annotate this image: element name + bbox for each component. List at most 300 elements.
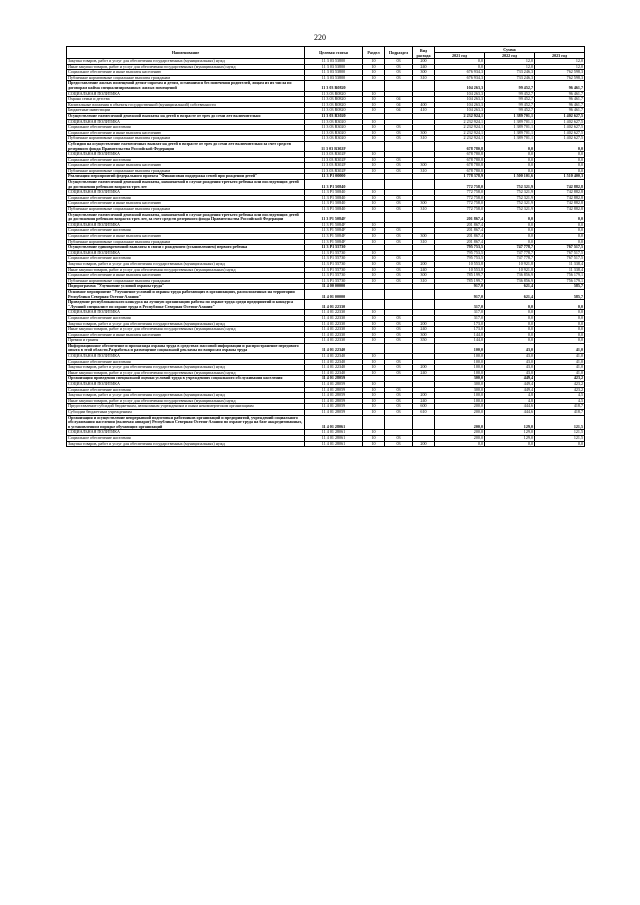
cell-section: 10 [363,393,385,399]
cell-2022: 99 452,7 [485,108,535,114]
cell-2021: 772 758,0 [435,180,485,190]
cell-2023: 0,0 [535,157,585,163]
cell-2021: 100,0 [435,343,485,353]
cell-section: 10 [363,108,385,114]
cell-section: 10 [363,70,385,76]
cell-code: 11 3 03 53800 [305,70,363,76]
cell-code: 11 3 P1 50840 [305,195,363,201]
cell-code: 11 3 P1 50840 [305,180,363,190]
cell-type [413,289,435,299]
cell-2023: 0,0 [535,234,585,240]
cell-subsection: 03 [385,261,413,267]
cell-2021: 0,0 [435,441,485,447]
cell-2023: 1 402 627,5 [535,113,585,119]
cell-name: Социальное обеспечение населения [67,359,305,365]
cell-code: 11 3 03 R0820 [305,97,363,103]
cell-type: 310 [413,75,435,81]
cell-2023: 742 882,8 [535,207,585,213]
cell-name: Социальное обеспечение и иные выплаты населению [67,163,305,169]
cell-name: Охрана семьи и детства [67,97,305,103]
cell-section [363,343,385,353]
col-header-subsection: Подраздел [385,47,413,59]
cell-section: 10 [363,273,385,279]
cell-2023: 12,0 [535,59,585,65]
cell-code: 11 4 01 22340 [305,370,363,376]
cell-code: 11 3 P1 55730 [305,245,363,251]
cell-2023: 742 882,8 [535,195,585,201]
cell-name: Организация проведения специальной оценки условий труда в учреждениях социального обслуживания населения [67,376,305,382]
cell-code: 11 4 01 22330 [305,315,363,321]
cell-2023: 1 402 627,5 [535,136,585,142]
cell-name: Социальное обеспечение и иные выплаты населению [67,273,305,279]
cell-2023: 585,7 [535,284,585,290]
cell-2022: 0,0 [485,228,535,234]
cell-2023: 121,5 [535,415,585,430]
col-header-name: Наименование [67,47,305,59]
cell-subsection [385,300,413,310]
cell-2021: 104 263,3 [435,91,485,97]
cell-code: 11 4 01 22340 [305,359,363,365]
cell-code: 11 4 01 22330 [305,321,363,327]
cell-subsection: 03 [385,234,413,240]
cell-subsection: 03 [385,370,413,376]
cell-code: 11 4 01 22340 [305,343,363,353]
cell-subsection: 03 [385,207,413,213]
cell-name: Иные закупки товаров, работ и услуг для обеспечения государственных (муниципальных) нужд [67,398,305,404]
cell-2022: 43,0 [485,365,535,371]
cell-subsection: 03 [385,267,413,273]
cell-subsection: 03 [385,157,413,163]
cell-code: 11 4 01 22330 [305,332,363,338]
cell-2021: 917,0 [435,289,485,299]
cell-2022: 1 389 701,1 [485,119,535,125]
cell-code: 11 3 03 R3020 [305,125,363,131]
cell-name: Иные закупки товаров, работ и услуг для обеспечения государственных (муниципальных) нужд [67,327,305,333]
cell-code: 11 3 03 R302F [305,141,363,151]
cell-section: 10 [363,222,385,228]
cell-2022: 449,4 [485,376,535,382]
cell-2022: 444,6 [485,410,535,416]
cell-name: Организация и осуществление непрерывной подготовки работников организаций и предприятий, учреждений социального обслуживания населения (включая аппарат) Республики Северная Осетия-Алания по охране труда на базе аккредитованных, в установленном порядке обучающих организаций [67,415,305,430]
cell-type: 200 [413,261,435,267]
cell-name: Социальное обеспечение населения [67,315,305,321]
cell-2021: 300,0 [435,382,485,388]
cell-section: 10 [363,157,385,163]
cell-2023: 0,0 [535,163,585,169]
cell-2021: 678 780,8 [435,152,485,158]
cell-name: Социальное обеспечение населения [67,157,305,163]
cell-section: 10 [363,256,385,262]
cell-code: 11 3 P1 5084F [305,234,363,240]
cell-2021: 772 758,0 [435,201,485,207]
cell-2022: 0,0 [485,321,535,327]
cell-type: 300 [413,163,435,169]
cell-section: 10 [363,75,385,81]
cell-2023: 418,7 [535,410,585,416]
cell-section: 10 [363,359,385,365]
cell-name: Иные закупки товаров, работ и услуг для обеспечения государственных (муниципальных) нужд [67,370,305,376]
cell-type: 240 [413,64,435,70]
cell-type: 350 [413,338,435,344]
cell-name: СОЦИАЛЬНАЯ ПОЛИТИКА [67,430,305,436]
cell-name: СОЦИАЛЬНАЯ ПОЛИТИКА [67,190,305,196]
cell-2021: 795 753,5 [435,245,485,251]
cell-2023: 756 179,1 [535,273,585,279]
cell-code: 11 4 01 28061 [305,415,363,430]
cell-code: 11 3 P1 5084F [305,222,363,228]
cell-code: 11 4 01 28059 [305,393,363,399]
cell-subsection: 03 [385,64,413,70]
table-body [67,59,585,447]
cell-2021: 104 263,3 [435,81,485,91]
cell-code: 11 3 P1 55730 [305,261,363,267]
cell-code: 11 4 01 22330 [305,327,363,333]
cell-2023: 0,0 [535,321,585,327]
cell-2022: 0,0 [485,163,535,169]
cell-2021: 2 232 924,1 [435,113,485,119]
cell-code: 11 3 03 R0820 [305,81,363,91]
cell-name: Иные закупки товаров, работ и услуг для обеспечения государственных (муниципальных) нужд [67,64,305,70]
cell-code: 11 3 03 R0820 [305,102,363,108]
cell-2022: 0,0 [485,332,535,338]
cell-section: 10 [363,435,385,441]
cell-2022: 0,0 [485,157,535,163]
cell-name: Публичные нормативные социальные выплаты гражданам [67,239,305,245]
cell-code: 11 3 P1 50840 [305,201,363,207]
table-row [67,212,585,222]
cell-section: 10 [363,370,385,376]
cell-2023: 742 882,8 [535,190,585,196]
cell-2022: 0,0 [485,310,535,316]
cell-2023: 0,0 [535,310,585,316]
cell-2023: 0,0 [535,228,585,234]
cell-type [413,141,435,151]
cell-2023: 742 882,8 [535,201,585,207]
cell-2021: 144,0 [435,338,485,344]
cell-2021: 317,0 [435,315,485,321]
cell-2023: 0,0 [535,222,585,228]
cell-code: 11 3 P1 5084F [305,228,363,234]
cell-name: Закупка товаров, работ и услуг для обеспечения государственных (муниципальных) нужд [67,59,305,65]
cell-name: Социальное обеспечение и иные выплаты населению [67,201,305,207]
cell-2021: 10 553,8 [435,267,485,273]
cell-2022: 10 921,8 [485,261,535,267]
cell-section: 10 [363,152,385,158]
cell-2022: 733 246,3 [485,75,535,81]
cell-code: 11 3 P1 50840 [305,207,363,213]
cell-section: 10 [363,278,385,284]
cell-2022: 0,0 [485,327,535,333]
cell-2021: 10 553,8 [435,261,485,267]
cell-2022: 449,4 [485,382,535,388]
cell-name: Социальное обеспечение и иные выплаты населению [67,332,305,338]
cell-2021: 0,0 [435,59,485,65]
cell-code: 11 3 P1 55730 [305,273,363,279]
cell-2023: 41,0 [535,354,585,360]
cell-2023: 11 338,4 [535,261,585,267]
cell-type [413,300,435,310]
cell-2023: 423,2 [535,382,585,388]
cell-subsection: 03 [385,201,413,207]
cell-section: 10 [363,130,385,136]
cell-2022: 444,6 [485,404,535,410]
col-header-2023: 2023 год [535,53,585,59]
cell-2022: 1 389 701,1 [485,130,535,136]
cell-type: 200 [413,365,435,371]
cell-section [363,289,385,299]
cell-2022: 43,0 [485,359,535,365]
cell-code: 11 4 01 22330 [305,310,363,316]
cell-name: Закупка товаров, работ и услуг для обеспечения государственных (муниципальных) нужд [67,321,305,327]
table-row [67,300,585,310]
cell-name: Социальное обеспечение населения [67,228,305,234]
cell-type [413,343,435,353]
cell-type: 240 [413,327,435,333]
cell-2021: 678 780,8 [435,168,485,174]
cell-section: 10 [363,190,385,196]
cell-name: Осуществление ежемесячной денежной выплаты, назначаемой в случае рождения третьего ребенка или последующих детей до достижения ребенком возраста трех лет, за счет средств резервного фонда Правительства Российской Федерации [67,212,305,222]
cell-name: СОЦИАЛЬНАЯ ПОЛИТИКА [67,354,305,360]
cell-2021: 200,0 [435,415,485,430]
cell-2022: 0,0 [485,141,535,151]
cell-2023: 121,5 [535,435,585,441]
cell-subsection: 03 [385,256,413,262]
cell-subsection [385,415,413,430]
cell-section: 10 [363,387,385,393]
cell-2022: 747 778,7 [485,245,535,251]
cell-type: 240 [413,370,435,376]
cell-name: СОЦИАЛЬНАЯ ПОЛИТИКА [67,382,305,388]
cell-subsection: 03 [385,404,413,410]
cell-2022: 4,8 [485,398,535,404]
cell-2023: 41,0 [535,365,585,371]
cell-2023: 767 517,5 [535,256,585,262]
cell-code: 11 3 03 R302F [305,168,363,174]
cell-2021: 2 232 924,1 [435,125,485,131]
cell-subsection: 03 [385,228,413,234]
cell-name: Публичные нормативные социальные выплаты гражданам [67,168,305,174]
cell-2022: 747 778,7 [485,250,535,256]
cell-code: 11 3 P1 55730 [305,278,363,284]
cell-2023: 1 402 627,5 [535,119,585,125]
cell-type: 410 [413,108,435,114]
cell-code: 11 4 01 28061 [305,441,363,447]
cell-2021: 100,0 [435,354,485,360]
cell-2022: 12,0 [485,64,535,70]
cell-type [413,180,435,190]
cell-section: 10 [363,327,385,333]
cell-subsection: 03 [385,278,413,284]
cell-2021: 104 263,3 [435,102,485,108]
cell-name: Социальное обеспечение населения [67,435,305,441]
cell-section: 10 [363,102,385,108]
cell-2022: 1 389 701,1 [485,113,535,119]
cell-2023: 1 402 627,5 [535,125,585,131]
cell-code: 11 3 03 R3020 [305,113,363,119]
cell-type: 300 [413,201,435,207]
cell-section: 10 [363,267,385,273]
col-header-type: Вид расхода [413,47,435,59]
cell-name: СОЦИАЛЬНАЯ ПОЛИТИКА [67,152,305,158]
cell-subsection: 03 [385,398,413,404]
cell-section: 10 [363,398,385,404]
cell-2023: 4,5 [535,393,585,399]
cell-name: Осуществление ежемесячной денежной выплаты, назначаемой в случае рождения третьего ребенка или последующих детей до достижения ребенком возраста трех лет [67,180,305,190]
cell-section [363,212,385,222]
cell-name: Предоставление жилых помещений детям-сиротам и детям, оставшимся без попечения родителей, лицам из их числа по договорам найма специализированных жилых помещений [67,81,305,91]
cell-2022: 43,0 [485,370,535,376]
cell-2023: 423,2 [535,387,585,393]
cell-section: 10 [363,207,385,213]
cell-2021: 100,0 [435,398,485,404]
cell-2022: 43,0 [485,343,535,353]
cell-2021: 200,0 [435,430,485,436]
cell-subsection: 03 [385,163,413,169]
cell-2022: 99 452,7 [485,91,535,97]
cell-subsection: 03 [385,130,413,136]
cell-type: 200 [413,321,435,327]
cell-2023: 96 461,7 [535,102,585,108]
cell-subsection: 04 [385,102,413,108]
cell-2023: 1 510 400,3 [535,174,585,180]
cell-type: 200 [413,441,435,447]
cell-section: 10 [363,321,385,327]
cell-2021: 300,0 [435,387,485,393]
cell-code: 11 4 01 22330 [305,338,363,344]
cell-type [413,81,435,91]
cell-type: 300 [413,273,435,279]
cell-section: 10 [363,64,385,70]
cell-2021: 1 778 378,9 [435,174,485,180]
cell-name: Закупка товаров, работ и услуг для обеспечения государственных (муниципальных) нужд [67,261,305,267]
cell-2021: 173,0 [435,321,485,327]
cell-2021: 317,0 [435,310,485,316]
cell-2022: 736 856,9 [485,278,535,284]
cell-2023: 762 598,3 [535,70,585,76]
cell-2023: 0,0 [535,300,585,310]
cell-2021: 785 199,7 [435,278,485,284]
col-header-2022: 2022 год [485,53,535,59]
cell-code: 11 3 03 R0820 [305,108,363,114]
cell-name: Премии и гранты [67,338,305,344]
table-row [67,289,585,299]
cell-2022: 99 452,7 [485,97,535,103]
cell-2021: 201 867,4 [435,228,485,234]
cell-subsection: 03 [385,338,413,344]
cell-subsection: 03 [385,321,413,327]
cell-2022: 0,0 [485,315,535,321]
cell-2021: 173,0 [435,327,485,333]
cell-2021: 100,0 [435,359,485,365]
cell-section: 10 [363,404,385,410]
cell-section: 10 [363,91,385,97]
cell-subsection: 04 [385,108,413,114]
cell-section: 10 [363,315,385,321]
cell-2022: 752 321,9 [485,195,535,201]
cell-2021: 104 263,3 [435,108,485,114]
cell-section: 10 [363,201,385,207]
cell-2023: 96 461,7 [535,108,585,114]
cell-name: Субсидии на осуществление ежемесячных выплат на детей в возрасте от трех до семи лет включительно за счет средств резервного фонда Правительства Российской Федерации [67,141,305,151]
cell-type: 240 [413,267,435,273]
cell-2023: 41,0 [535,343,585,353]
cell-code: 11 4 01 22340 [305,365,363,371]
cell-2021: 2 232 924,1 [435,130,485,136]
cell-2023: 96 461,7 [535,91,585,97]
cell-2023: 41,0 [535,370,585,376]
cell-2022: 129,0 [485,415,535,430]
cell-2022: 0,0 [485,300,535,310]
cell-subsection: 03 [385,410,413,416]
cell-2022: 43,0 [485,354,535,360]
cell-2023: 762 598,3 [535,75,585,81]
cell-name: Закупка товаров, работ и услуг для обеспечения государственных (муниципальных) нужд [67,365,305,371]
cell-code: 11 4 01 28059 [305,382,363,388]
cell-2021: 100,0 [435,393,485,399]
cell-name: Основное мероприятие "Улучшение условий и охраны труда работающих в организациях, расположенных на территории Республики Северная Осетия-Алания" [67,289,305,299]
cell-2023: 4,5 [535,398,585,404]
cell-type: 310 [413,136,435,142]
cell-code: 11 3 03 53800 [305,64,363,70]
cell-2022: 99 452,7 [485,81,535,91]
cell-2023: 1 402 627,5 [535,130,585,136]
cell-name: СОЦИАЛЬНАЯ ПОЛИТИКА [67,91,305,97]
cell-2021: 200,0 [435,435,485,441]
cell-section: 10 [363,119,385,125]
cell-2021: 317,0 [435,300,485,310]
cell-code: 11 4 01 28061 [305,430,363,436]
cell-2022: 752 321,9 [485,190,535,196]
cell-2021: 200,0 [435,404,485,410]
cell-code: 11 3 03 R0820 [305,91,363,97]
cell-2022: 129,0 [485,430,535,436]
cell-name: СОЦИАЛЬНАЯ ПОЛИТИКА [67,250,305,256]
cell-code: 11 4 01 28061 [305,435,363,441]
cell-code: 11 3 03 R302F [305,163,363,169]
cell-2023: 11 338,4 [535,267,585,273]
cell-name: Публичные нормативные социальные выплаты гражданам [67,207,305,213]
cell-section: 10 [363,97,385,103]
cell-2023: 0,0 [535,168,585,174]
cell-type: 200 [413,59,435,65]
cell-2022: 1 500 101,6 [485,174,535,180]
cell-code: 11 4 01 28059 [305,387,363,393]
cell-2023: 96 461,7 [535,81,585,91]
cell-name: Реализация мероприятий федерального проекта "Финансовая поддержка семей при рождении детей" [67,174,305,180]
cell-2022: 4,8 [485,393,535,399]
cell-name: Закупка товаров, работ и услуг для обеспечения государственных (муниципальных) нужд [67,393,305,399]
cell-2022: 747 778,7 [485,256,535,262]
cell-section: 10 [363,234,385,240]
cell-2021: 676 934,3 [435,70,485,76]
cell-name: Публичные нормативные социальные выплаты гражданам [67,136,305,142]
cell-code: 11 3 P1 55730 [305,267,363,273]
cell-section: 10 [363,136,385,142]
cell-code: 11 4 01 28059 [305,404,363,410]
table-row [67,415,585,430]
cell-section [363,300,385,310]
cell-2023: 0,0 [535,327,585,333]
cell-subsection [385,141,413,151]
cell-subsection: 03 [385,273,413,279]
cell-subsection: 03 [385,435,413,441]
cell-subsection: 03 [385,136,413,142]
cell-name: Капитальные вложения в объекты государственной (муниципальной) собственности [67,102,305,108]
cell-subsection: 03 [385,327,413,333]
cell-2021: 678 780,8 [435,157,485,163]
cell-2022: 10 921,8 [485,267,535,273]
cell-2023: 0,0 [535,152,585,158]
